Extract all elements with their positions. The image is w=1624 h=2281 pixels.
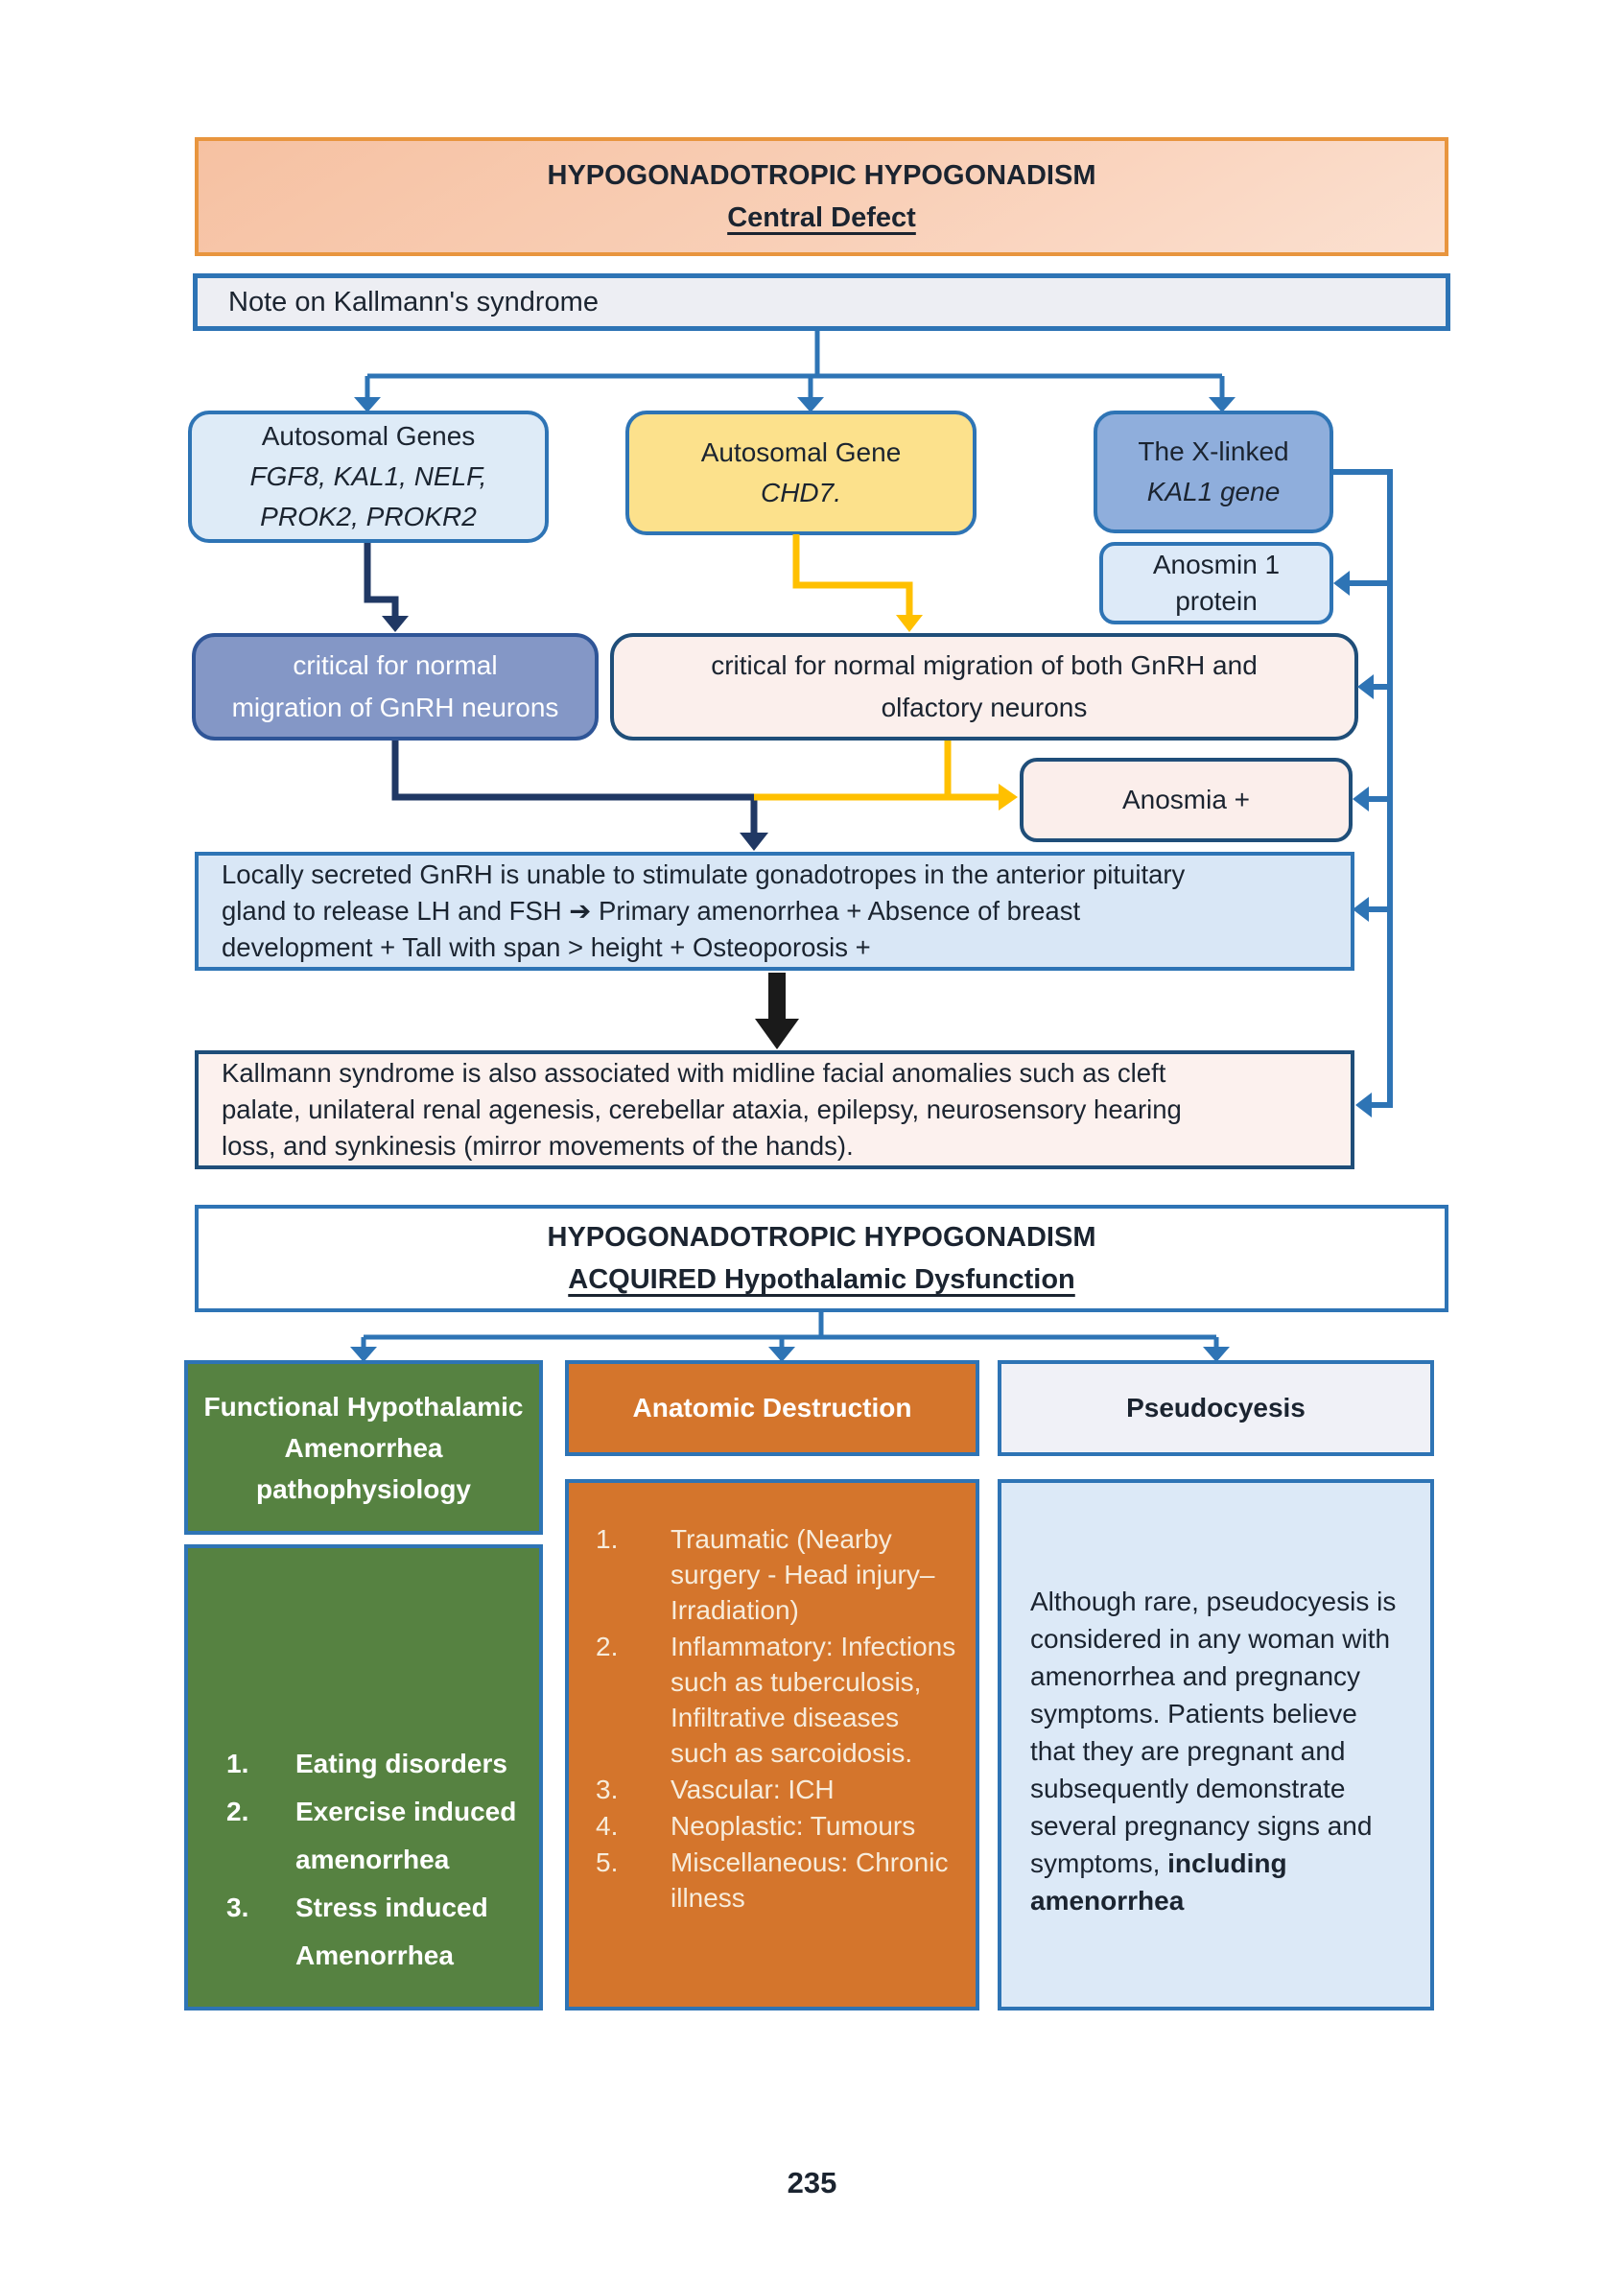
tree2-lines	[364, 1312, 1216, 1349]
critical-gnrh-line2: migration of GnRH neurons	[231, 693, 559, 722]
central-subtitle: Central Defect	[727, 202, 916, 233]
central-title: HYPOGONADOTROPIC HYPOGONADISM	[547, 160, 1096, 191]
gnrh-consequences-line1: Locally secreted GnRH is unable to stimulate gonadotropes in the anterior pituitary	[222, 859, 1186, 889]
chd7-gene-name: CHD7.	[760, 478, 841, 507]
kal1-gene-name: KAL1 gene	[1146, 477, 1281, 506]
list-item-text: Stress induced Amenorrhea	[295, 1893, 488, 1970]
list-item-number: 1.	[226, 1749, 249, 1778]
page-number	[0, 2166, 1624, 2214]
list-item-number: 4.	[596, 1811, 619, 1841]
central-defect-header	[195, 137, 1448, 256]
list-item-text: Eating disorders	[295, 1749, 507, 1778]
list-item	[226, 1884, 530, 1980]
critical-both-line2: olfactory neurons	[881, 693, 1088, 722]
gnrh-consequences-line3: development + Tall with span > height + Osteoporosis +	[222, 932, 871, 962]
functional-hypothalamic-label: Functional Hypothalamic Amenorrhea pathophysiology	[203, 1391, 524, 1504]
list-item	[596, 1845, 966, 1916]
tree1-lines	[367, 331, 1222, 399]
kallmann-associations-line2: palate, unilateral renal agenesis, cerebellar ataxia, epilepsy, neurosensory hearing	[222, 1094, 1182, 1124]
note-kallmann-label: Note on Kallmann's syndrome	[228, 286, 599, 317]
critical-gnrh-migration-box	[192, 633, 599, 741]
gnrh-consequences-line2: gland to release LH and FSH ➔ Primary amenorrhea + Absence of breast	[222, 896, 1081, 926]
anosmia-box	[1020, 758, 1353, 842]
big-down-arrow	[755, 973, 799, 1049]
anatomic-destruction-list-box	[565, 1479, 979, 2011]
kallmann-associations-line3: loss, and synkinesis (mirror movements of the hands).	[222, 1131, 854, 1161]
autosomal-genes-names-1: FGF8, KAL1, NELF,	[249, 461, 487, 491]
anatomic-destruction-header	[565, 1360, 979, 1456]
list-item	[596, 1808, 966, 1844]
autosomal-gene-title: Autosomal Gene	[700, 437, 902, 467]
anosmia-label: Anosmia +	[1121, 785, 1251, 814]
acquired-dysfunction-header	[195, 1205, 1448, 1312]
list-item	[226, 1740, 530, 1788]
critical-gnrh-line1: critical for normal	[293, 650, 498, 680]
anosmin1-line1: Anosmin 1	[1152, 550, 1281, 579]
pseudocyesis-label: Pseudocyesis	[1126, 1393, 1306, 1423]
pseudocyesis-body-box	[998, 1479, 1434, 2011]
list-item-text: Traumatic (Nearby surgery - Head injury– Irradiation)	[671, 1524, 935, 1625]
autosomal-genes-box	[188, 411, 549, 543]
list-item	[596, 1629, 966, 1771]
functional-hypothalamic-list-box	[184, 1544, 543, 2011]
anosmin1-line2: protein	[1175, 586, 1258, 616]
list-item-text: Neoplastic: Tumours	[671, 1811, 916, 1841]
list-item-number: 2.	[226, 1797, 249, 1826]
x-linked-kal1-box	[1094, 411, 1333, 533]
functional-list	[226, 1740, 530, 1980]
functional-hypothalamic-header	[184, 1360, 543, 1535]
list-item-text: Inflammatory: Infections such as tuberculosis, Infiltrative diseases such as sarcoidosis.	[671, 1632, 956, 1768]
pseudocyesis-header	[998, 1360, 1434, 1456]
list-item	[596, 1772, 966, 1807]
anatomic-destruction-label: Anatomic Destruction	[632, 1393, 912, 1423]
gnrh-consequences-box	[195, 852, 1354, 971]
anosmin1-protein-box	[1099, 542, 1333, 624]
kallmann-associations-box	[195, 1050, 1354, 1169]
note-kallmann-box	[193, 273, 1450, 331]
critical-both-line1: critical for normal migration of both GnRH and	[711, 650, 1258, 680]
list-item-number: 3.	[226, 1893, 249, 1922]
acquired-subtitle: ACQUIRED Hypothalamic Dysfunction	[568, 1264, 1075, 1295]
list-item-number: 3.	[596, 1775, 619, 1804]
pseudocyesis-text-bold: including amenorrhea	[1030, 1848, 1287, 1916]
list-item-number: 5.	[596, 1847, 619, 1877]
x-linked-title: The X-linked	[1138, 436, 1289, 466]
list-item-text: Exercise induced amenorrhea	[295, 1797, 517, 1874]
autosomal-genes-names-2: PROK2, PROKR2	[260, 502, 477, 531]
autosomal-gene-chd7-box	[625, 411, 977, 535]
acquired-title: HYPOGONADOTROPIC HYPOGONADISM	[547, 1222, 1096, 1253]
page-number-value: 235	[787, 2166, 837, 2199]
list-item-number: 2.	[596, 1632, 619, 1661]
list-item	[596, 1521, 966, 1628]
kallmann-associations-line1: Kallmann syndrome is also associated with midline facial anomalies such as cleft	[222, 1058, 1166, 1088]
list-item	[226, 1788, 530, 1884]
autosomal-genes-title: Autosomal Genes	[261, 421, 476, 451]
anatomic-list	[596, 1521, 966, 1916]
list-item-text: Vascular: ICH	[671, 1775, 835, 1804]
critical-both-migration-box	[610, 633, 1358, 741]
list-item-text: Miscellaneous: Chronic illness	[671, 1847, 949, 1913]
pseudocyesis-text: Although rare, pseudocyesis is considered in any woman with amenorrhea and pregnancy symptoms. Patients believe that they are pregnant and subsequently demonstrate several pregnancy signs and symptoms,	[1030, 1587, 1397, 1878]
list-item-number: 1.	[596, 1524, 619, 1554]
